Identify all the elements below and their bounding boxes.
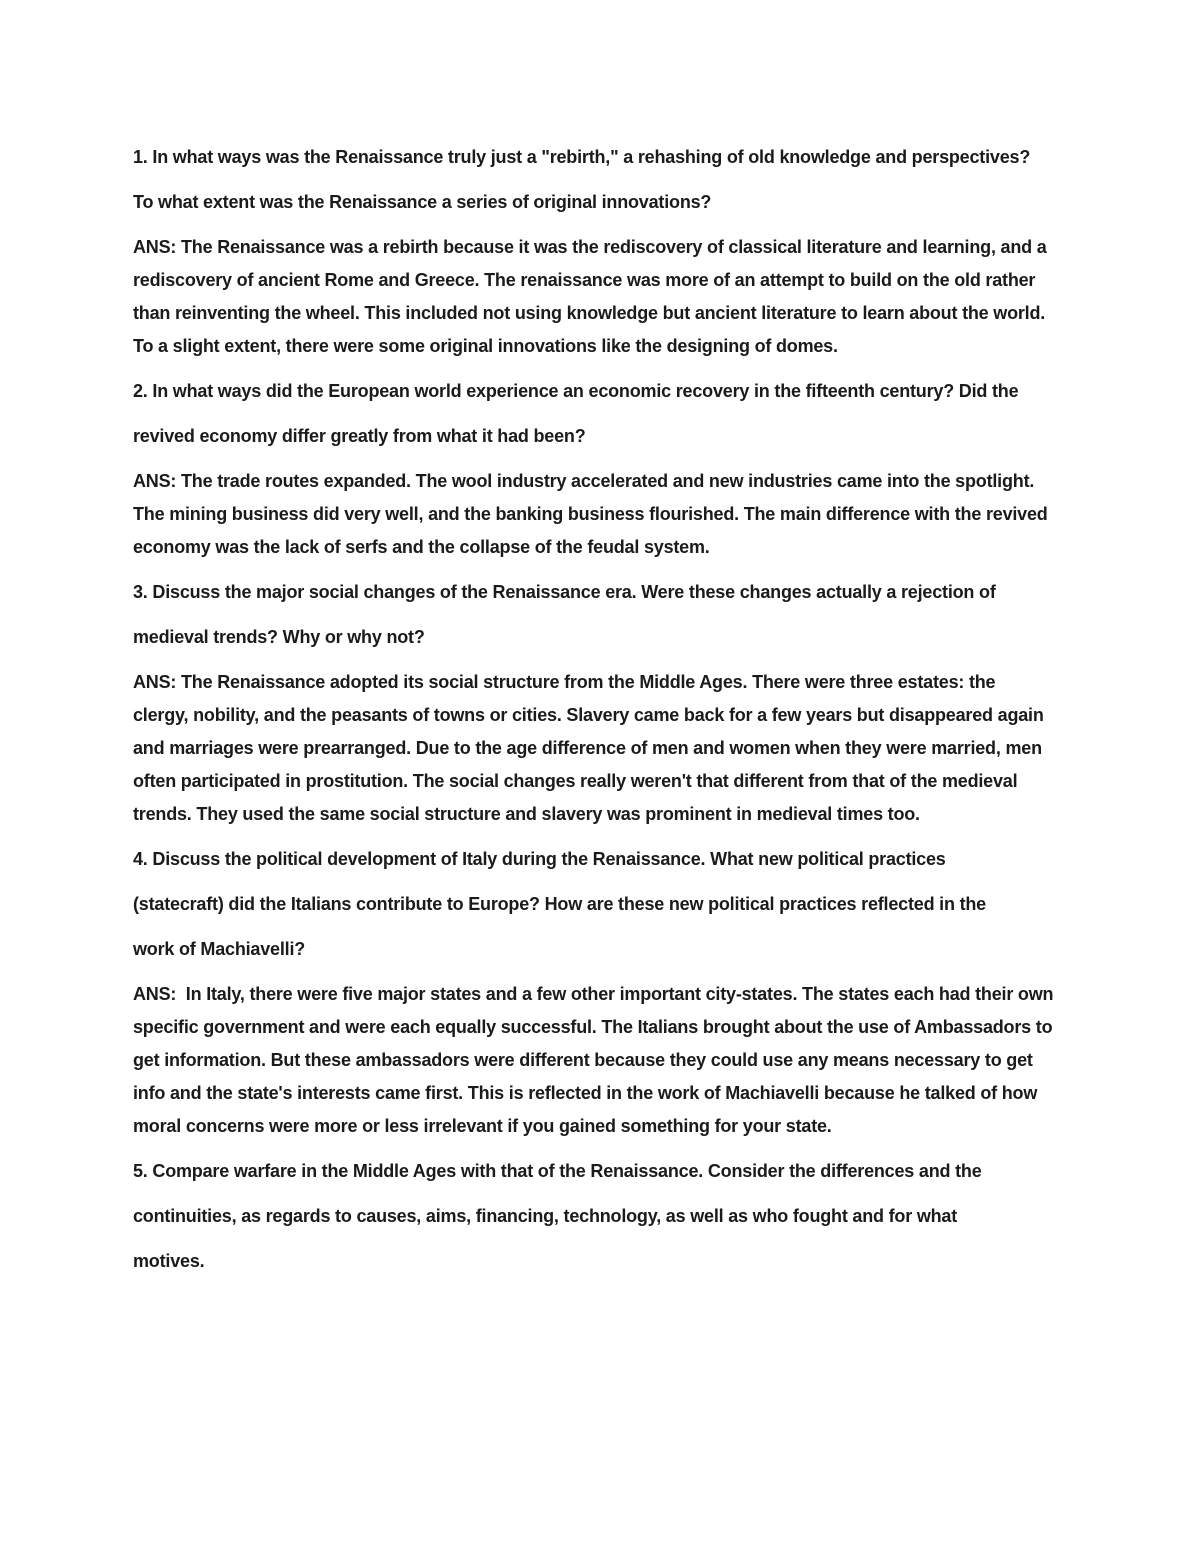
question-4-text: 4. Discuss the political development of Italy during the Renaissance. What new political practices [133, 849, 946, 869]
answer-1-text: ANS: The Renaissance was a rebirth because it was the rediscovery of classical literature and learning, and a rediscovery of ancient Rome and Greece. The renaissance was more of an attempt to build on the old rather than reinventing the wheel. This included not using knowledge but ancient literature to learn about the world. To a slight extent, there were some original innovations like the designing of domes. [133, 237, 1052, 356]
question-5-subtext: continuities, as regards to causes, aims, financing, technology, as well as who fought and for what [133, 1206, 958, 1226]
question-5-subtext-2: motives. [133, 1251, 205, 1271]
answer-2-text: ANS: The trade routes expanded. The wool industry accelerated and new industries came into the spotlight. The mining business did very well, and the banking business flourished. The main difference with the revived economy was the lack of serfs and the collapse of the feudal system. [133, 471, 1053, 557]
question-3-subtext: medieval trends? Why or why not? [133, 627, 425, 647]
question-4-subtext: (statecraft) did the Italians contribute to Europe? How are these new political practices reflected in the [133, 894, 986, 914]
answer-4-text: ANS: In Italy, there were five major states and a few other important city-states. The states each had their own specific government and were each equally successful. The Italians brought about the use of Ambassadors to get information. But these ambassadors were different because they could use any means necessary to get info and the state's interests came first. This is reflected in the work of Machiavelli because he talked of how moral concerns were more or less irrelevant if you gained something for your state. [133, 984, 1059, 1136]
document-content [133, 141, 1059, 1290]
question-5-text: 5. Compare warfare in the Middle Ages with that of the Renaissance. Consider the differences and the [133, 1161, 982, 1181]
question-2-subtext: revived economy differ greatly from what it had been? [133, 426, 586, 446]
answer-3-text: ANS: The Renaissance adopted its social structure from the Middle Ages. There were three estates: the clergy, nobility, and the peasants of towns or cities. Slavery came back for a few years but disappeared again and marriages were prearranged. Due to the age difference of men and women when they were married, men often participated in prostitution. The social changes really weren't that different from that of the medieval trends. They used the same social structure and slavery was prominent in medieval times too. [133, 672, 1049, 824]
question-1-subtext: To what extent was the Renaissance a series of original innovations? [133, 192, 712, 212]
question-1-text: 1. In what ways was the Renaissance truly just a "rebirth," a rehashing of old knowledge and perspectives? [133, 147, 1031, 167]
question-3-text: 3. Discuss the major social changes of the Renaissance era. Were these changes actually a rejection of [133, 582, 996, 602]
question-2-text: 2. In what ways did the European world experience an economic recovery in the fifteenth century? Did the [133, 381, 1019, 401]
question-4-subtext-2: work of Machiavelli? [133, 939, 306, 959]
